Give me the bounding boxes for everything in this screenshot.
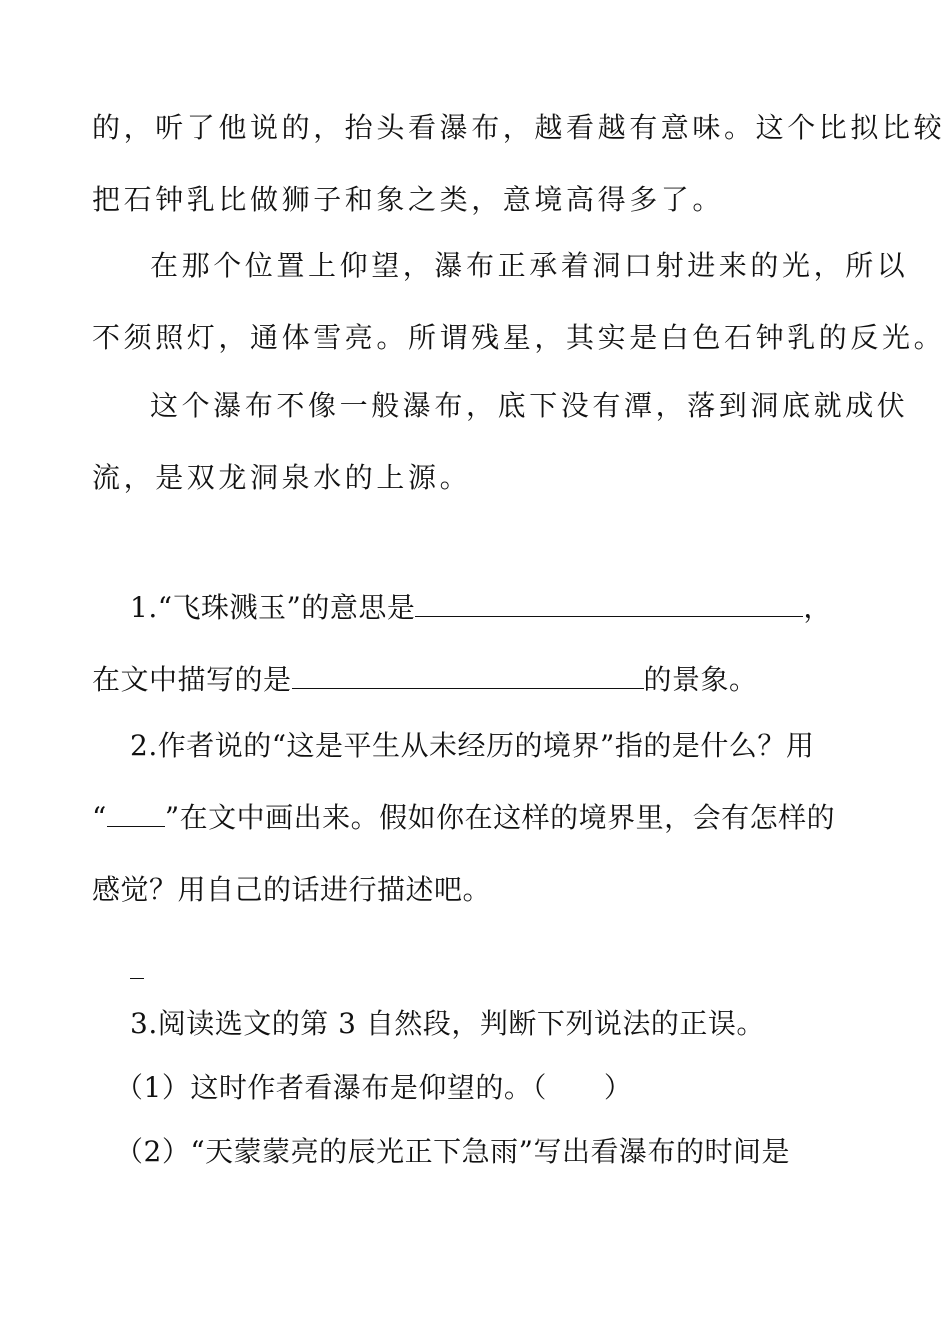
question-2-underline-mark: [107, 800, 165, 827]
question-1-comma: ，: [803, 591, 832, 624]
question-2-line-3: 感觉？用自己的话进行描述吧。: [92, 873, 492, 906]
passage-paragraph-3-line-2: 流，是双龙洞泉水的上源。: [92, 461, 472, 494]
passage-paragraph-2-line-1: 在那个位置上仰望，瀑布正承着洞口射进来的光，所以: [150, 249, 909, 282]
question-3-item-1: （1）这时作者看瀑布是仰望的。（ ）: [115, 1071, 633, 1104]
question-2-line-1: 2.作者说的“这是平生从未经历的境界”指的是什么？用: [130, 729, 815, 762]
question-3-item-2: （2）“天蒙蒙亮的辰光正下急雨”写出看瀑布的时间是: [115, 1135, 790, 1168]
question-1-line-2-prefix: 在文中描写的是: [92, 663, 292, 696]
question-2-line-2: [92, 800, 835, 836]
question-1-line-2: [92, 662, 758, 698]
passage-paragraph-2-line-2: 不须照灯，通体雪亮。所谓残星，其实是白色石钟乳的反光。: [92, 321, 946, 354]
passage-paragraph-1-line-1: 的，听了他说的，抬头看瀑布，越看越有意味。这个比拟比较: [92, 111, 946, 144]
question-2-answer-line[interactable]: [130, 958, 144, 979]
question-2-line-2-rest: ”在文中画出来。假如你在这样的境界里，会有怎样的: [164, 801, 836, 834]
question-2-open-quote: “: [92, 801, 107, 834]
question-3-line-1: 3.阅读选文的第 3 自然段，判断下列说法的正误。: [130, 1007, 765, 1040]
question-1-prefix: 1.“飞珠溅玉”的意思是: [130, 591, 416, 624]
passage-paragraph-1-line-2: 把石钟乳比做狮子和象之类，意境高得多了。: [92, 183, 725, 216]
question-1-line-1: [130, 590, 832, 626]
question-1-scene-blank[interactable]: [292, 662, 644, 689]
passage-paragraph-3-line-1: 这个瀑布不像一般瀑布，底下没有潭，落到洞底就成伏: [150, 389, 909, 422]
question-1-line-2-suffix: 的景象。: [643, 663, 758, 696]
question-1-meaning-blank[interactable]: [415, 590, 803, 617]
